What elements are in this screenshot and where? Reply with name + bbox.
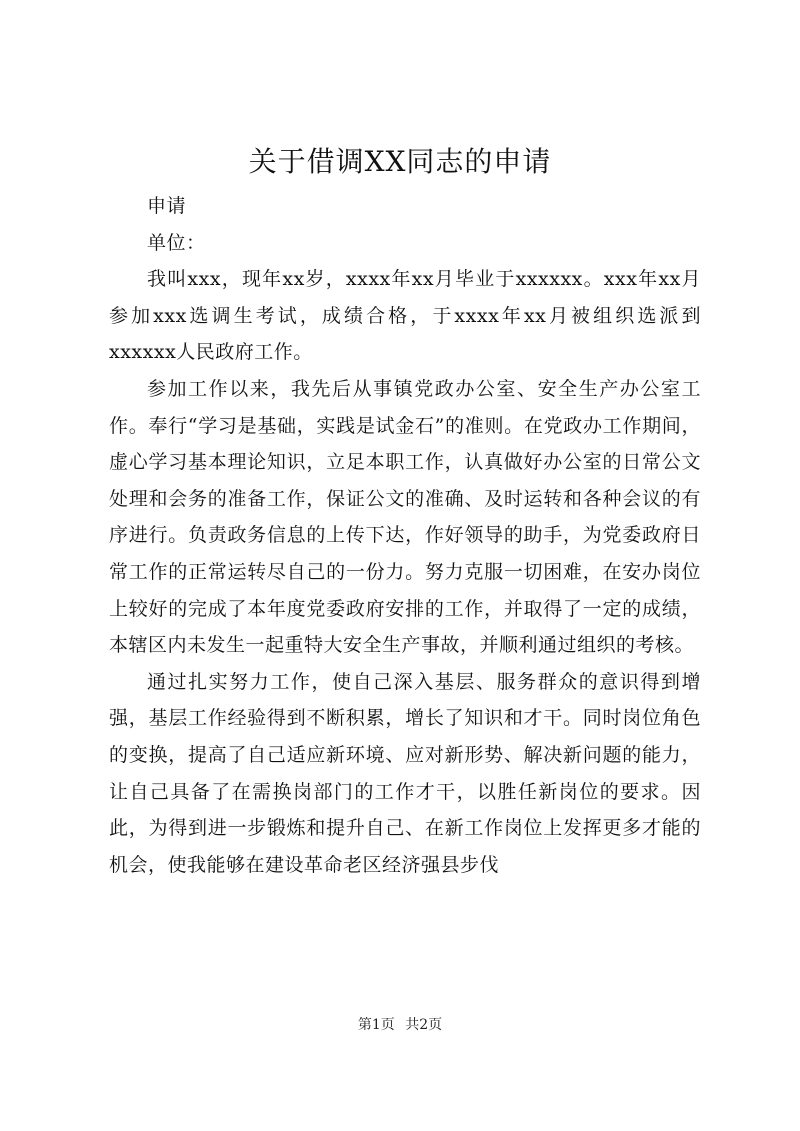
paragraph-reason: 通过扎实努力工作，使自己深入基层、服务群众的意识得到增强，基层工作经验得到不断积累，增长了知识和才干。同时岗位角色的变换，提高了自己适应新环境、应对新形势、解决新问题的能力，让自己具备了在需换岗部门的工作才干，以胜任新岗位的要求。因此，为得到进一步锻炼和提升自己、在新工作岗位上发挥更多才能的机会，使我能够在建设革命老区经济强县步伐 xyxy=(109,670,701,876)
recipient-unit: 单位： xyxy=(147,231,206,254)
page-footer xyxy=(0,1015,800,1035)
page-number: 第1页 xyxy=(357,1017,395,1033)
paragraph-introduction: 我叫xxx，现年xx岁，xxxx年xx月毕业于xxxxxx。xxx年xx月参加xxx选调生考试，成绩合格，于xxxx年xx月被组织选派到xxxxxx人民政府工作。 xyxy=(109,268,701,364)
document-body xyxy=(109,188,701,883)
document-title: 关于借调XX同志的申请 xyxy=(248,145,552,178)
page-total: 共2页 xyxy=(405,1017,443,1033)
paragraph-work-experience: 参加工作以来，我先后从事镇党政办公室、安全生产办公室工作。奉行“学习是基础，实践是试金石”的准则。在党政办工作期间，虚心学习基本理论知识，立足本职工作，认真做好办公室的日常公文处理和会务的准备工作，保证公文的准确、及时运转和各种会议的有序进行。负责政务信息的上传下达，作好领导的助手，为党委政府日常工作的正常运转尽自己的一份力。努力克服一切困难，在安办岗位上较好的完成了本年度党委政府安排的工作，并取得了一定的成绩，本辖区内未发生一起重特大安全生产事故，并顺利通过组织的考核。 xyxy=(109,377,701,657)
salutation: 申请 xyxy=(147,195,187,217)
